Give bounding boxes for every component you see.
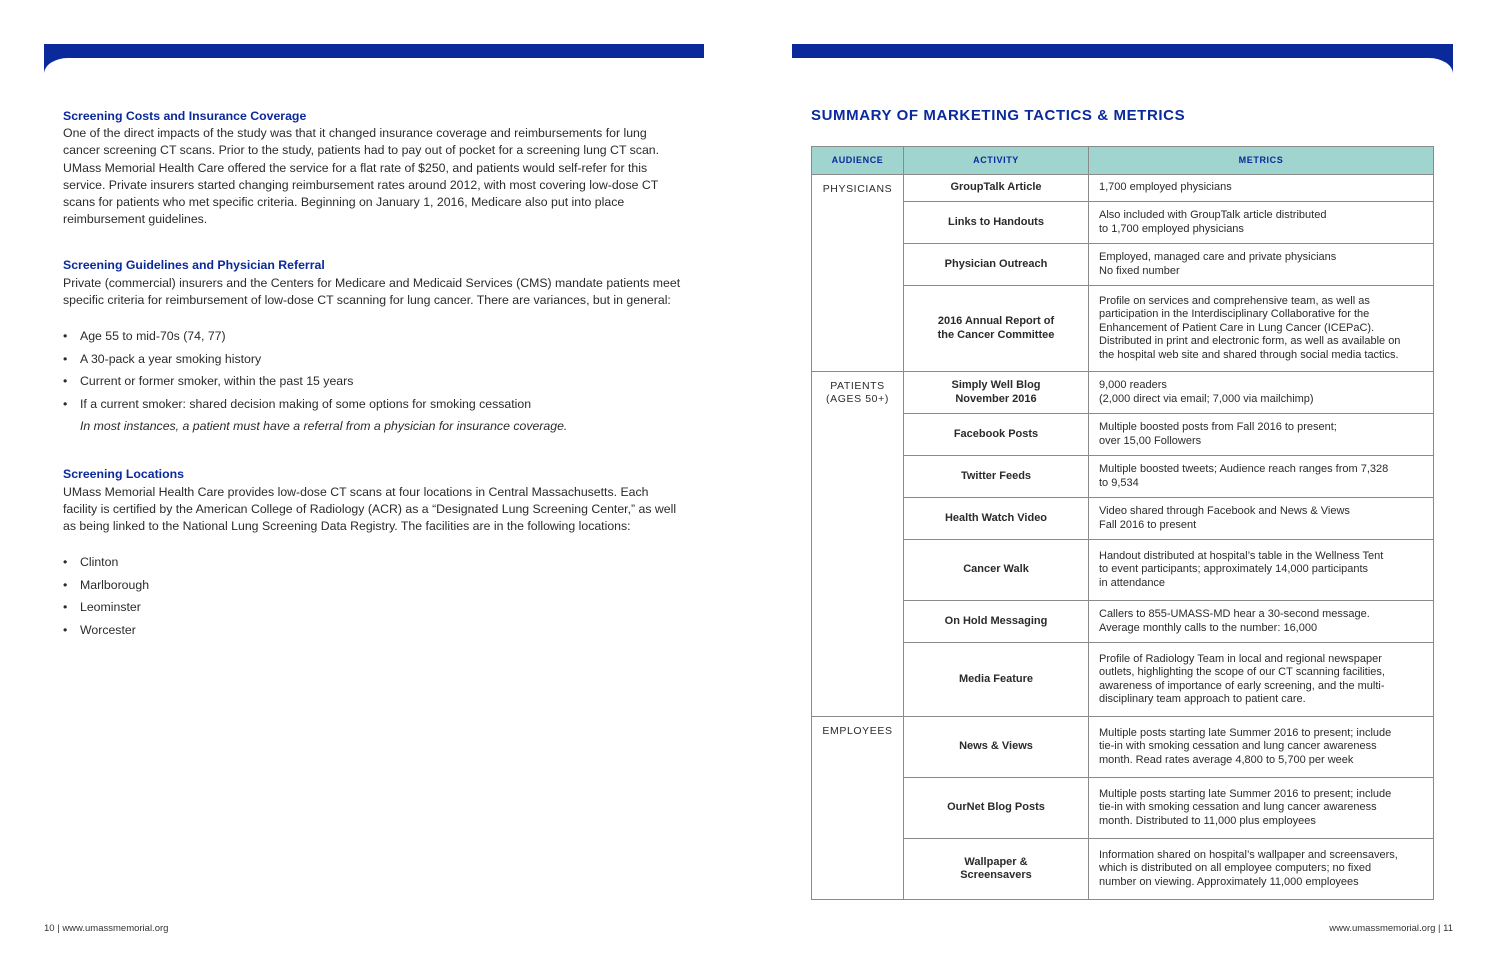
audience-cell: PHYSICIANS xyxy=(812,175,904,372)
audience-cell: PATIENTS (AGES 50+) xyxy=(812,372,904,717)
section-body-costs: One of the direct impacts of the study was that it changed insurance coverage and reimbursements for lung cancer screening CT scans. Prior to the study, patients had to pay out of pocket for a screening lung CT scan. UMass Memorial Health Care offered the service for a flat rate of $250, and patients would self-refer for this service. Private insurers started changing reimbursement rates around 2012, with most covering low-dose CT scans for patients who met specific criteria. Beginning on January 1, 2016, Medicare also put into place reimbursement guidelines. xyxy=(63,126,660,227)
list-item: • Marlborough xyxy=(63,574,685,597)
header-metrics: METRICS xyxy=(1089,147,1434,175)
section-body-guidelines: Private (commercial) insurers and the Centers for Medicare and Medicaid Services (CMS) mandate patients meet specific criteria for reimbursement of low-dose CT scanning for lung cancer. There are variances, but in general: xyxy=(63,275,681,307)
referral-note: In most instances, a patient must have a referral from a physician for insurance coverage. xyxy=(80,419,568,434)
summary-title: SUMMARY OF MARKETING TACTICS & METRICS xyxy=(811,107,1186,124)
metrics-cell: Handout distributed at hospital’s table in the Wellness Tent to event participants; approximately 14,000 participants in attendance xyxy=(1089,540,1434,601)
table-row xyxy=(812,414,1434,456)
table-header-row xyxy=(812,147,1434,175)
activity-cell: Twitter Feeds xyxy=(904,456,1089,498)
activity-cell: Health Watch Video xyxy=(904,498,1089,540)
metrics-cell: Profile on services and comprehensive team, as well as participation in the Interdisciplinary Collaborative for the Enhancement of Patient Care in Lung Cancer (ICEPaC). Distributed in print and electronic form, as well as available on the hospital web site and shared through social media tactics. xyxy=(1089,286,1434,372)
table-row xyxy=(812,643,1434,717)
metrics-cell: Profile of Radiology Team in local and regional newspaper outlets, highlighting the scope of our CT scanning facilities, awareness of importance of early screening, and the multi- disciplinary team approach to patient care. xyxy=(1089,643,1434,717)
criteria-list xyxy=(63,325,685,415)
table-row xyxy=(812,601,1434,643)
table-body xyxy=(812,175,1434,900)
table-row xyxy=(812,202,1434,244)
metrics-cell: 1,700 employed physicians xyxy=(1089,175,1434,202)
list-item: • Age 55 to mid-70s (74, 77) xyxy=(63,325,685,348)
table-row xyxy=(812,175,1434,202)
list-item: • Clinton xyxy=(63,551,685,574)
activity-cell: Simply Well Blog November 2016 xyxy=(904,372,1089,414)
table-row xyxy=(812,372,1434,414)
activity-cell: Wallpaper & Screensavers xyxy=(904,839,1089,900)
activity-cell: OurNet Blog Posts xyxy=(904,778,1089,839)
table-row xyxy=(812,498,1434,540)
activity-cell: Media Feature xyxy=(904,643,1089,717)
table-row xyxy=(812,286,1434,372)
metrics-cell: Information shared on hospital’s wallpaper and screensavers, which is distributed on all employee computers; no fixed number on viewing. Approximately 11,000 employees xyxy=(1089,839,1434,900)
right-page-banner xyxy=(792,44,1453,74)
right-page-footer: www.umassmemorial.org | 11 xyxy=(1329,923,1453,934)
table-row xyxy=(812,456,1434,498)
list-item: • Leominster xyxy=(63,596,685,619)
section-title-costs: Screening Costs and Insurance Coverage xyxy=(63,109,307,123)
marketing-tactics-table xyxy=(811,146,1434,900)
activity-cell: GroupTalk Article xyxy=(904,175,1089,202)
section-title-guidelines: Screening Guidelines and Physician Referral xyxy=(63,258,325,273)
header-activity: ACTIVITY xyxy=(904,147,1089,175)
table-row xyxy=(812,778,1434,839)
section-title-locations: Screening Locations xyxy=(63,467,184,482)
table-row xyxy=(812,839,1434,900)
metrics-cell: 9,000 readers (2,000 direct via email; 7,000 via mailchimp) xyxy=(1089,372,1434,414)
activity-cell: Links to Handouts xyxy=(904,202,1089,244)
left-page-banner xyxy=(44,44,704,74)
activity-cell: 2016 Annual Report of the Cancer Committee xyxy=(904,286,1089,372)
metrics-cell: Employed, managed care and private physicians No fixed number xyxy=(1089,244,1434,286)
metrics-cell: Multiple posts starting late Summer 2016 to present; include tie-in with smoking cessation and lung cancer awareness month. Read rates average 4,800 to 5,700 per week xyxy=(1089,717,1434,778)
metrics-cell: Multiple boosted tweets; Audience reach ranges from 7,328 to 9,534 xyxy=(1089,456,1434,498)
activity-cell: Physician Outreach xyxy=(904,244,1089,286)
list-item: • A 30-pack a year smoking history xyxy=(63,348,685,371)
left-page-footer: 10 | www.umassmemorial.org xyxy=(44,923,169,934)
activity-cell: Cancer Walk xyxy=(904,540,1089,601)
list-item: • Current or former smoker, within the past 15 years xyxy=(63,370,685,393)
list-item: • Worcester xyxy=(63,619,685,642)
table-row xyxy=(812,540,1434,601)
locations-list xyxy=(63,551,685,641)
metrics-cell: Multiple posts starting late Summer 2016 to present; include tie-in with smoking cessation and lung cancer awareness month. Distributed to 11,000 plus employees xyxy=(1089,778,1434,839)
left-page-content xyxy=(63,108,685,642)
metrics-cell: Multiple boosted posts from Fall 2016 to present; over 15,00 Followers xyxy=(1089,414,1434,456)
list-item: • If a current smoker: shared decision making of some options for smoking cessation xyxy=(63,393,685,416)
activity-cell: Facebook Posts xyxy=(904,414,1089,456)
table-row xyxy=(812,717,1434,778)
metrics-cell: Video shared through Facebook and News & Views Fall 2016 to present xyxy=(1089,498,1434,540)
metrics-cell: Also included with GroupTalk article distributed to 1,700 employed physicians xyxy=(1089,202,1434,244)
activity-cell: News & Views xyxy=(904,717,1089,778)
header-audience: AUDIENCE xyxy=(812,147,904,175)
table-row xyxy=(812,244,1434,286)
metrics-cell: Callers to 855-UMASS-MD hear a 30-second message. Average monthly calls to the number: 16,000 xyxy=(1089,601,1434,643)
section-body-locations: UMass Memorial Health Care provides low-dose CT scans at four locations in Central Massachusetts. Each facility is certified by the American College of Radiology (ACR) as a “Designated Lung Screening Center,” as well as being linked to the National Lung Screening Data Registry. The facilities are in the following locations: xyxy=(63,484,677,534)
audience-cell: EMPLOYEES xyxy=(812,717,904,900)
activity-cell: On Hold Messaging xyxy=(904,601,1089,643)
